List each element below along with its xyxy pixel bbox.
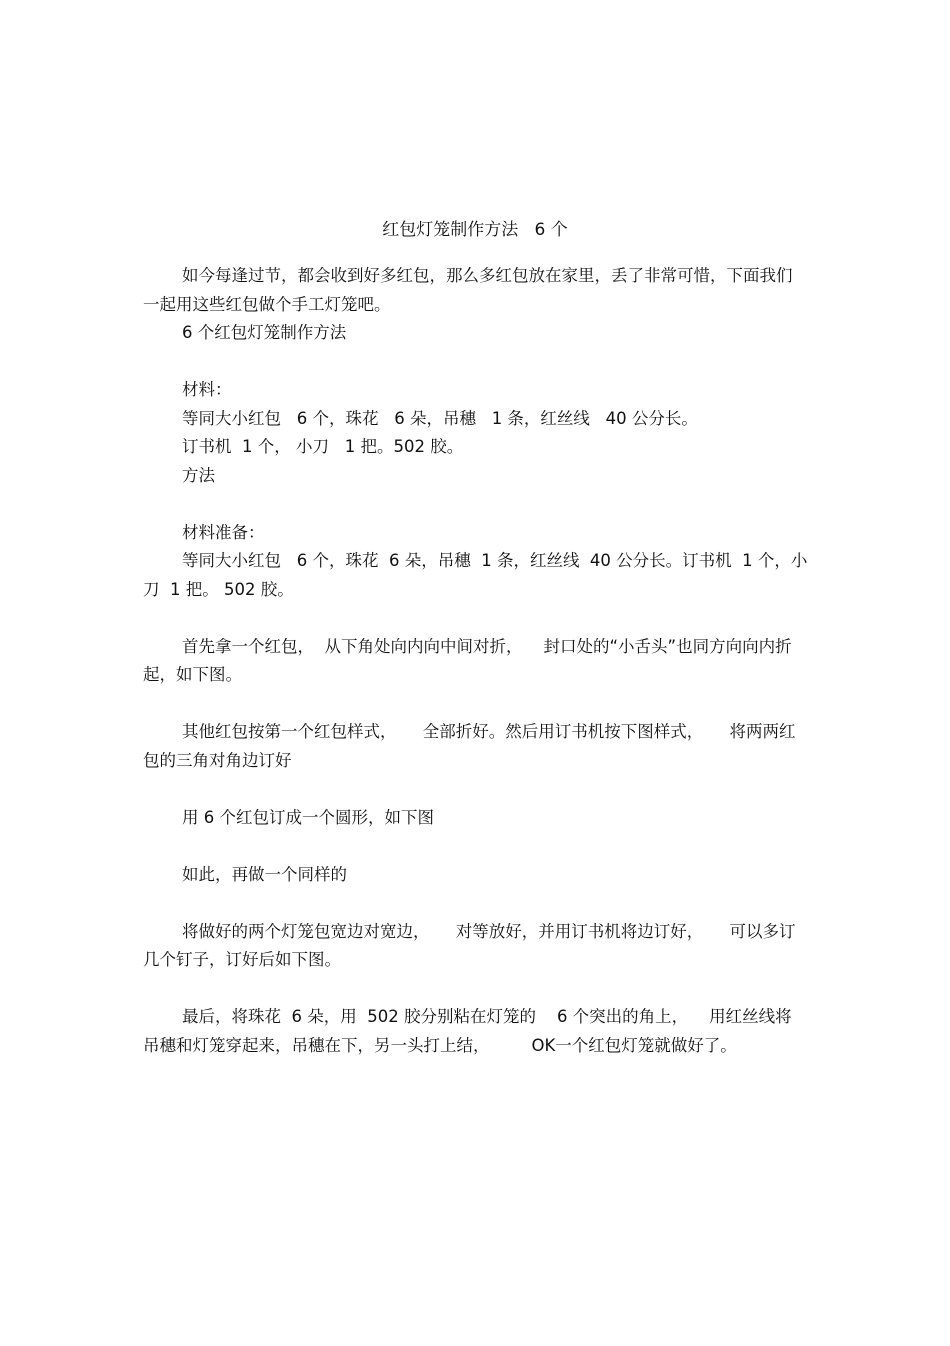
step-5-paragraph: 将做好的两个灯笼包宽边对宽边， 对等放好，并用订书机将边订好， 可以多订几个钉子，订好后如下图。 — [143, 921, 796, 969]
materials-line-2: 订书机 1 个， 小刀 1 把。502 胶。 — [182, 437, 464, 456]
material-prep-heading: 材料准备： — [182, 522, 265, 542]
blank-line — [143, 490, 808, 519]
materials-line-1: 等同大小红包 6 个，珠花 6 朵，吊穗 1 条，红丝线 40 公分长。 — [182, 408, 698, 428]
section-heading-method-6: 6 个红包灯笼制作方法 — [182, 323, 347, 342]
document-body — [143, 262, 808, 1060]
blank-line — [143, 889, 808, 918]
step-6-paragraph: 最后，将珠花 6 朵，用 502 胶分别粘在灯笼的 6 个突出的角上， 用红丝线将吊穗和灯笼穿起来，吊穗在下，另一头打上结， OK一个红包灯笼就做好了。 — [143, 1007, 792, 1055]
blank-line — [143, 775, 808, 804]
blank-line — [143, 348, 808, 377]
document-title: 红包灯笼制作方法 6 个 — [382, 220, 568, 240]
blank-line — [143, 690, 808, 719]
method-heading: 方法 — [182, 465, 215, 485]
material-prep-paragraph: 等同大小红包 6 个，珠花 6 朵，吊穗 1 条，红丝线 40 公分长。订书机 1 个，小刀 1 把。 502 胶。 — [143, 551, 808, 599]
step-3-paragraph: 用 6 个红包订成一个圆形，如下图 — [182, 807, 434, 827]
blank-line — [143, 604, 808, 633]
materials-heading: 材料： — [182, 380, 232, 399]
blank-line — [143, 975, 808, 1004]
blank-line — [143, 832, 808, 861]
step-1-paragraph: 首先拿一个红包， 从下角处向内向中间对折， 封口处的“小舌头”也同方向向内折起，如下图。 — [143, 636, 792, 684]
intro-paragraph: 如今每逢过节，都会收到好多红包，那么多红包放在家里，丢了非常可惜，下面我们一起用这些红包做个手工灯笼吧。 — [143, 266, 793, 314]
step-2-paragraph: 其他红包按第一个红包样式， 全部折好。然后用订书机按下图样式， 将两两红包的三角对角边订好 — [143, 722, 796, 770]
step-4-paragraph: 如此，再做一个同样的 — [182, 864, 347, 884]
